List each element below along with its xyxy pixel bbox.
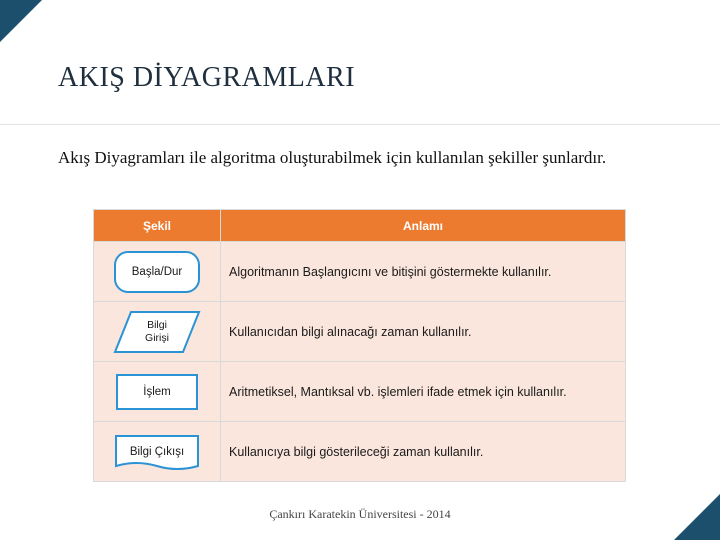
shape-cell [94,422,221,482]
flowchart-symbols-table [93,209,626,482]
slide-title: AKIŞ DİYAGRAMLARI [58,62,356,93]
shape-label: Bilgi Çıkışı [129,445,185,458]
table-row [94,242,626,302]
shape-label-line1: Bilgi [147,318,167,331]
display-shape [114,434,200,470]
table-row [94,302,626,362]
header-shape: Şekil [94,210,221,242]
shape-cell [94,242,221,302]
header-meaning: Anlamı [221,210,626,242]
shape-label: Başla/Dur [131,265,183,278]
title-divider [0,124,720,125]
corner-decoration-top-left [0,0,42,42]
table-row [94,422,626,482]
slide-description: Akış Diyagramları ile algoritma oluşturabilmek için kullanılan şekiller şunlardır. [58,148,607,167]
terminal-shape [114,251,200,293]
shape-label [145,319,169,345]
meaning-cell: Kullanıcıdan bilgi alınacağı zaman kullanılır. [221,302,626,362]
meaning-cell: Aritmetiksel, Mantıksal vb. işlemleri ifade etmek için kullanılır. [221,362,626,422]
table-row [94,362,626,422]
shape-cell [94,302,221,362]
meaning-cell: Kullanıcıya bilgi gösterileceği zaman kullanılır. [221,422,626,482]
process-rectangle-shape [116,374,198,410]
meaning-cell: Algoritmanın Başlangıcını ve bitişini göstermekte kullanılır. [221,242,626,302]
table-header-row [94,210,626,242]
input-parallelogram-shape [113,310,201,354]
shape-cell [94,362,221,422]
slide-footer: Çankırı Karatekin Üniversitesi - 2014 [269,507,451,521]
shape-label: İşlem [143,385,171,398]
shape-label-line2: Girişi [145,331,169,344]
